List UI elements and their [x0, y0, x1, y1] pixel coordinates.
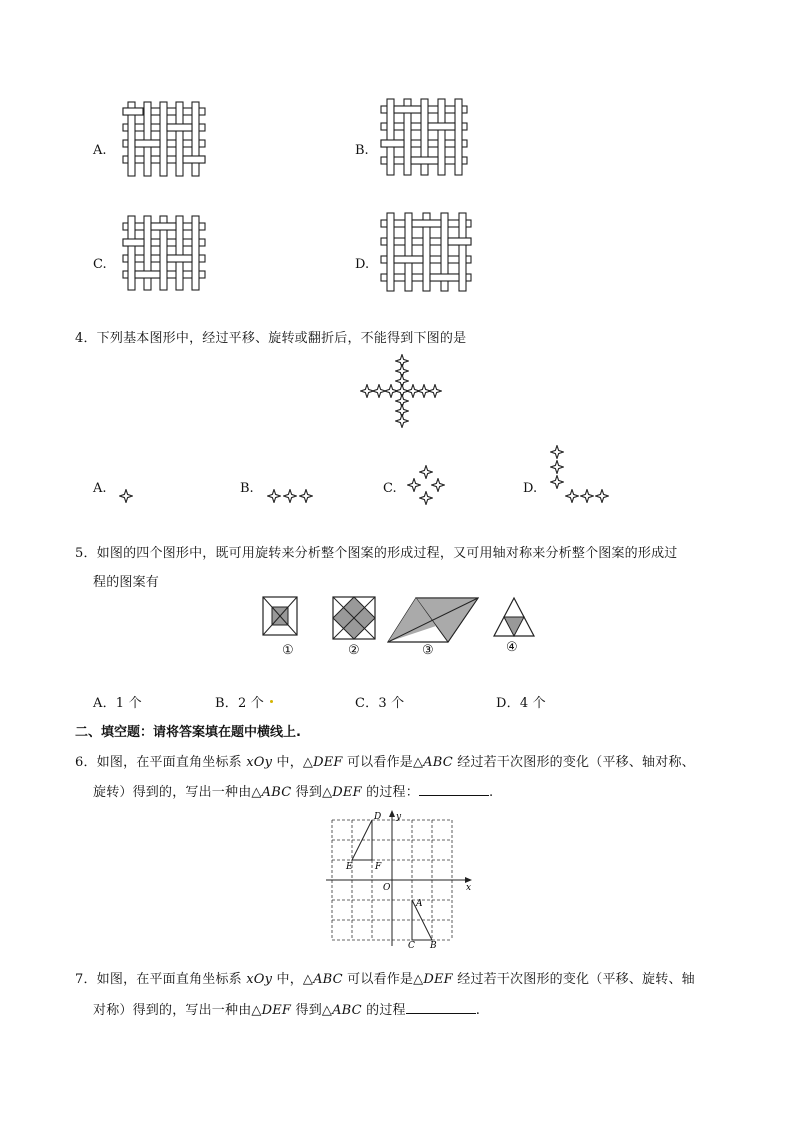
- figure-3-label: ③: [422, 643, 434, 658]
- q4-option-a-label: A.: [93, 481, 107, 496]
- figure-1-label: ①: [282, 643, 294, 658]
- point-c-label: C: [408, 941, 415, 950]
- section-2-title: 二、填空题：请将答案填在题中横线上.: [75, 725, 301, 740]
- y-axis-label: y: [396, 812, 402, 822]
- q6-text: .: [488, 785, 494, 800]
- question-6-number: 6．: [75, 755, 97, 770]
- question-5-number: 5．: [75, 546, 97, 561]
- point-d-label: D: [374, 812, 382, 822]
- q4-option-b-label: B.: [240, 481, 254, 496]
- weave-pattern-b: [378, 96, 470, 178]
- q7-var: ABC: [332, 1003, 362, 1018]
- q7-text: 经过若干次图形的变化（平移、旋转、轴: [452, 972, 695, 987]
- weave-pattern-c: [120, 214, 208, 292]
- q4-option-d-label: D.: [523, 481, 538, 496]
- coordinate-grid-figure: [322, 810, 478, 950]
- question-6-line1: [75, 751, 695, 770]
- question-5-line1: [75, 542, 677, 561]
- q4-option-a-figure: [118, 488, 134, 504]
- question-4-text: 下列基本图形中，经过平移、旋转或翻折后，不能得到下图的是: [96, 331, 467, 346]
- question-7-number: 7．: [75, 972, 97, 987]
- point-e-label: E: [346, 862, 353, 872]
- question-5-line2: 程的图案有: [93, 575, 160, 590]
- answer-blank-6[interactable]: [419, 783, 489, 796]
- q6-var: DEF: [313, 755, 343, 770]
- option-d-label: D.: [355, 257, 370, 272]
- star-cross-figure: [358, 352, 442, 430]
- q7-text: 对称）得到的，写出一种由△: [93, 1003, 262, 1018]
- figure-2-label: ②: [348, 643, 360, 658]
- option-a-label: A.: [93, 143, 107, 158]
- answer-blank-7[interactable]: [406, 1001, 476, 1014]
- q4-option-b-figure: [266, 488, 316, 504]
- q5-option-d: D．4 个: [496, 696, 546, 711]
- question-7-line1: [75, 968, 695, 987]
- q7-var: DEF: [261, 1003, 292, 1018]
- q7-var: DEF: [423, 972, 453, 987]
- question-6-line2: [93, 781, 493, 800]
- q7-text: 中，△: [272, 972, 314, 987]
- question-5-text: 如图的四个图形中，既可用旋转来分析整个图案的形成过程，又可用轴对称来分析整个图案的形成过: [96, 546, 678, 561]
- q7-var: ABC: [313, 972, 343, 987]
- point-b-label: B: [430, 941, 437, 950]
- question-4: [75, 327, 466, 346]
- q7-text: 可以看作是△: [342, 972, 424, 987]
- q4-option-c-label: C.: [383, 481, 397, 496]
- q6-text: 旋转）得到的，写出一种由△: [93, 785, 262, 800]
- q7-text: 的过程: [361, 1003, 406, 1018]
- point-a-label: A: [416, 899, 423, 909]
- x-axis-label: x: [466, 883, 472, 893]
- figure-4: [492, 596, 536, 640]
- q6-text: 中，△: [272, 755, 314, 770]
- question-4-number: 4．: [75, 331, 97, 346]
- q5-option-c: C．3 个: [355, 696, 405, 711]
- figure-3: [386, 596, 480, 646]
- q6-text: 得到△: [291, 785, 333, 800]
- q7-var: xOy: [246, 972, 273, 987]
- q6-var: xOy: [246, 755, 273, 770]
- q4-option-c-figure: [404, 464, 448, 508]
- q5-option-a: A．1 个: [93, 696, 142, 711]
- weave-pattern-a: [120, 100, 208, 178]
- option-b-label: B.: [355, 143, 369, 158]
- q6-var: DEF: [332, 785, 362, 800]
- q6-var: ABC: [261, 785, 292, 800]
- option-c-label: C.: [93, 257, 107, 272]
- q5-option-b: B．2 个: [215, 696, 264, 711]
- question-7-line2: [93, 999, 480, 1018]
- figure-4-label: ④: [506, 640, 518, 655]
- q6-text: 如图，在平面直角坐标系: [96, 755, 247, 770]
- figure-1: [260, 594, 300, 660]
- q7-text: 得到△: [291, 1003, 333, 1018]
- q7-text: .: [475, 1003, 481, 1018]
- q6-text: 经过若干次图形的变化（平移、轴对称、: [452, 755, 695, 770]
- weave-pattern-d: [378, 210, 474, 294]
- origin-label: O: [383, 883, 391, 893]
- q7-text: 如图，在平面直角坐标系: [96, 972, 247, 987]
- q4-option-d-figure: [548, 444, 614, 506]
- q6-text: 的过程：: [361, 785, 419, 800]
- q6-text: 可以看作是△: [342, 755, 424, 770]
- point-f-label: F: [375, 862, 382, 872]
- yellow-dot: [270, 700, 273, 703]
- q6-var: ABC: [423, 755, 453, 770]
